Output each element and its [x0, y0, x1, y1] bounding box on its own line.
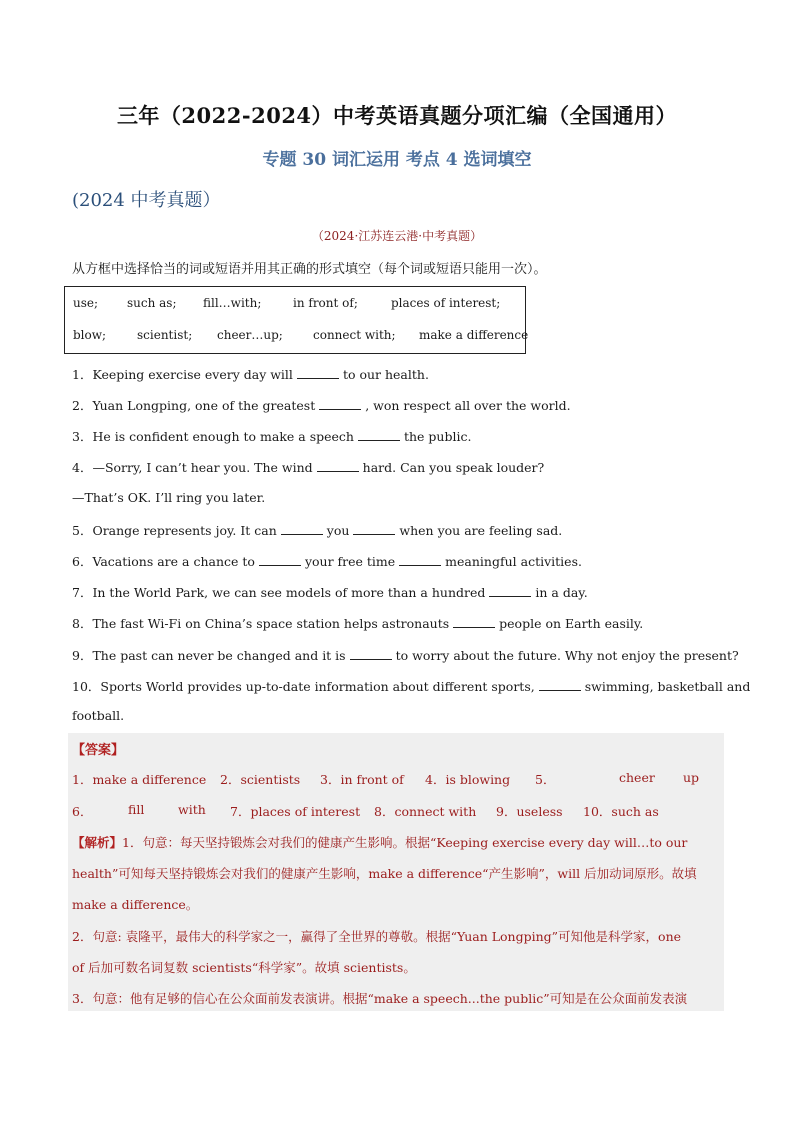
question-3: 3．He is confident enough to make a speech the public.	[72, 429, 472, 444]
answer-item: 7．places of interest	[230, 804, 361, 819]
answer-blank[interactable]	[353, 524, 395, 535]
answer-item: with	[178, 802, 206, 817]
answer-item: 9．useless	[496, 804, 563, 819]
explanation-line-1: 【解析】1．句意：每天坚持锻炼会对我们的健康产生影响。根据“Keeping exercise every day will…to our	[72, 835, 688, 850]
answer-blank[interactable]	[259, 555, 301, 566]
word-item: connect with;	[313, 328, 396, 342]
word-item: places of interest;	[391, 296, 501, 310]
question-4-reply: —That’s OK. I’ll ring you later.	[72, 490, 266, 505]
answer-item: fill	[128, 802, 145, 817]
explanation-line-4: 2．句意: 袁隆平，最伟大的科学家之一，赢得了全世界的尊敬。根据“Yuan Longping”可知他是科学家，one	[72, 929, 682, 944]
section-heading: (2024 中考真题）	[72, 190, 221, 211]
answer-blank[interactable]	[358, 430, 400, 441]
answer-blank[interactable]	[453, 617, 495, 628]
answer-item: 6．	[72, 804, 93, 819]
question-2: 2．Yuan Longping, one of the greatest , won respect all over the world.	[72, 398, 571, 413]
explanation-line-2: health”可知每天坚持锻炼会对我们的健康产生影响，make a difference“产生影响”，will 后加动词原形。故填	[72, 866, 697, 881]
word-item: fill…with;	[203, 296, 262, 310]
explanation-line-6: 3．句意：他有足够的信心在公众面前发表演讲。根据“make a speech...the public”可知是在公众面前发表演	[72, 991, 688, 1006]
answer-blank[interactable]	[317, 461, 359, 472]
question-8: 8．The fast Wi-Fi on China’s space station helps astronauts people on Earth easily.	[72, 616, 644, 631]
question-9: 9．The past can never be changed and it is to worry about the future. Why not enjoy the present?	[72, 648, 739, 663]
question-source: （2024·江苏连云港·中考真题）	[311, 229, 483, 243]
answer-heading: 【答案】	[72, 743, 125, 758]
answer-item: cheer	[619, 770, 655, 785]
answer-blank[interactable]	[489, 586, 531, 597]
topic-subtitle: 专题 30 词汇运用 考点 4 选词填空	[262, 150, 532, 170]
answer-item: 8．connect with	[374, 804, 477, 819]
answer-blank[interactable]	[350, 649, 392, 660]
answer-item: 1．make a difference	[72, 772, 207, 787]
answer-item: 2．scientists	[220, 772, 301, 787]
word-item: in front of;	[293, 296, 358, 310]
answer-item: 4．is blowing	[425, 772, 511, 787]
question-10: 10．Sports World provides up-to-date information about different sports, swimming, basketball and	[72, 679, 751, 694]
question-1: 1．Keeping exercise every day will to our health.	[72, 367, 429, 382]
answer-blank[interactable]	[319, 399, 361, 410]
word-item: make a difference	[419, 328, 529, 342]
answer-blank[interactable]	[297, 368, 339, 379]
word-item: blow;	[73, 328, 107, 342]
word-item: scientist;	[137, 328, 193, 342]
question-7: 7．In the World Park, we can see models of more than a hundred in a day.	[72, 585, 588, 600]
answer-item: 5．	[535, 772, 556, 787]
question-4: 4．—Sorry, I can’t hear you. The wind hard. Can you speak louder?	[72, 460, 545, 475]
answer-item: 3．in front of	[320, 772, 404, 787]
answer-item: 10．such as	[583, 804, 659, 819]
answer-blank[interactable]	[539, 680, 581, 691]
word-item: use;	[73, 296, 99, 310]
word-item: cheer…up;	[217, 328, 283, 342]
instruction-text: 从方框中选择恰当的词或短语并用其正确的形式填空（每个词或短语只能用一次）。	[72, 262, 547, 277]
explanation-line-3: make a difference。	[72, 897, 199, 912]
answer-blank[interactable]	[281, 524, 323, 535]
question-10-cont: football.	[72, 708, 125, 723]
page-title: 三年（2022-2024）中考英语真题分项汇编（全国通用）	[116, 103, 678, 128]
word-box	[64, 286, 529, 354]
question-5: 5．Orange represents joy. It can you when you are feeling sad.	[72, 523, 563, 538]
word-item: such as;	[127, 296, 177, 310]
answer-item: up	[683, 770, 700, 785]
answer-blank[interactable]	[399, 555, 441, 566]
explanation-line-5: of 后加可数名词复数 scientists“科学家”。故填 scientists。	[72, 960, 416, 975]
question-6: 6．Vacations are a chance to your free time meaningful activities.	[72, 554, 582, 569]
